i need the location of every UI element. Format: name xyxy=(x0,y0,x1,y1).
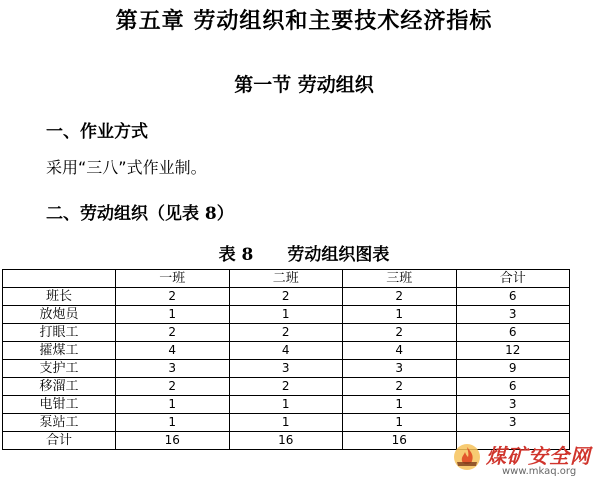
table-row xyxy=(3,342,570,360)
table-cell: 16 xyxy=(116,432,230,450)
section-title: 第一节 劳动组织 xyxy=(234,74,374,96)
labor-organization-table xyxy=(2,269,570,450)
heading-labor-organization: 二、劳动组织（见表 8） xyxy=(46,204,234,224)
row-label: 班长 xyxy=(3,288,116,306)
table-cell: 2 xyxy=(116,288,230,306)
chapter-title: 第五章 劳动组织和主要技术经济指标 xyxy=(115,8,493,34)
table-cell: 1 xyxy=(229,306,343,324)
table-cell: 1 xyxy=(116,396,230,414)
table-cell: 2 xyxy=(343,288,457,306)
watermark-text: 煤矿安全网 xyxy=(486,444,591,468)
table-cell: 4 xyxy=(343,342,457,360)
table-cell: 2 xyxy=(343,378,457,396)
table-title: 劳动组织图表 xyxy=(287,245,390,265)
table-cell: 3 xyxy=(229,360,343,378)
table-cell: 16 xyxy=(343,432,457,450)
table-cell: 4 xyxy=(116,342,230,360)
row-label: 电钳工 xyxy=(3,396,116,414)
table-header-cell: 一班 xyxy=(116,270,230,288)
table-header-cell xyxy=(3,270,116,288)
row-label: 攉煤工 xyxy=(3,342,116,360)
table-cell: 16 xyxy=(229,432,343,450)
table-row xyxy=(3,360,570,378)
table-cell: 1 xyxy=(116,414,230,432)
table-number: 表 8 xyxy=(218,245,254,265)
table-header-cell: 二班 xyxy=(229,270,343,288)
table-header-cell: 三班 xyxy=(343,270,457,288)
table-cell: 1 xyxy=(343,306,457,324)
table-row xyxy=(3,396,570,414)
table-cell: 1 xyxy=(343,396,457,414)
table-cell: 1 xyxy=(229,414,343,432)
row-label: 泵站工 xyxy=(3,414,116,432)
table-row xyxy=(3,288,570,306)
table-row xyxy=(3,306,570,324)
table-header-cell: 合计 xyxy=(456,270,570,288)
table-cell: 3 xyxy=(456,306,570,324)
table-cell: 1 xyxy=(116,306,230,324)
row-label: 合计 xyxy=(3,432,116,450)
table-cell: 2 xyxy=(116,378,230,396)
table-cell: 3 xyxy=(343,360,457,378)
table-header-row xyxy=(3,270,570,288)
table-cell: 4 xyxy=(229,342,343,360)
row-label: 打眼工 xyxy=(3,324,116,342)
row-label: 支护工 xyxy=(3,360,116,378)
body-text-shift-system: 采用“三八”式作业制。 xyxy=(46,158,207,177)
table-caption xyxy=(0,240,608,265)
table-cell: 3 xyxy=(456,396,570,414)
table-row xyxy=(3,414,570,432)
table-cell: 2 xyxy=(229,288,343,306)
row-label: 放炮员 xyxy=(3,306,116,324)
flame-logo-icon xyxy=(452,442,482,472)
table-row xyxy=(3,378,570,396)
table-cell: 3 xyxy=(116,360,230,378)
table-cell: 3 xyxy=(456,414,570,432)
row-label: 移溜工 xyxy=(3,378,116,396)
table-cell: 2 xyxy=(229,324,343,342)
table-cell: 6 xyxy=(456,288,570,306)
table-cell: 1 xyxy=(229,396,343,414)
table-cell: 12 xyxy=(456,342,570,360)
heading-work-mode: 一、作业方式 xyxy=(46,122,148,142)
table-cell: 9 xyxy=(456,360,570,378)
table-cell: 6 xyxy=(456,324,570,342)
site-watermark xyxy=(452,440,602,480)
table-cell: 6 xyxy=(456,378,570,396)
watermark-url: www.mkaq.org xyxy=(502,466,577,477)
table-cell: 2 xyxy=(229,378,343,396)
table-cell: 1 xyxy=(343,414,457,432)
table-row xyxy=(3,324,570,342)
table-cell: 2 xyxy=(343,324,457,342)
table-cell: 2 xyxy=(116,324,230,342)
